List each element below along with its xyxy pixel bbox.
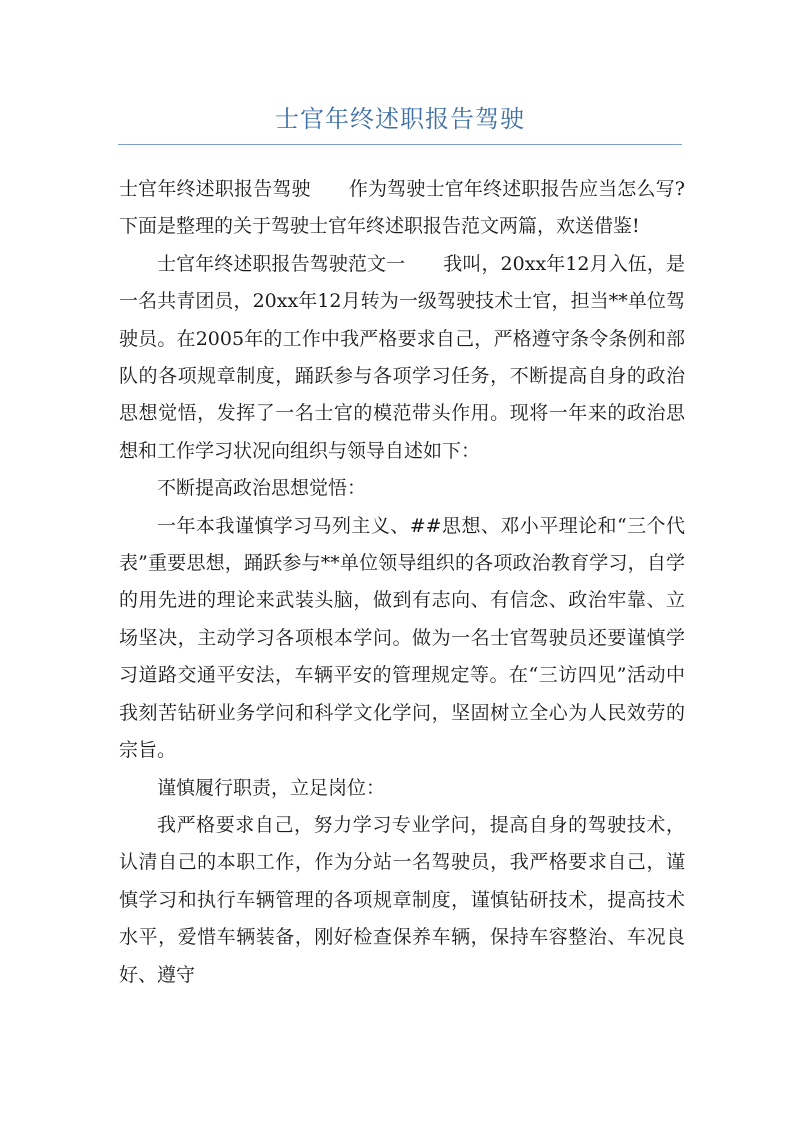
section-heading-duty: 谨慎履行职责，立足岗位： (157, 776, 386, 799)
sample-one-heading: 士官年终述职报告驾驶范文一 (157, 252, 406, 275)
intro-heading: 士官年终述职报告驾驶 (119, 178, 311, 200)
paragraph-intro (119, 171, 685, 246)
sample-one-text: 我叫，20xx年12月入伍，是一名共青团员，20xx年12月转为一级驾驶技术士官，担当**单位驾驶员。在2005年的工作中我严格要求自己，严格遵守条令条例和部队的各项规章制度，踊跃参与各项学习任务，不断提高自身的政治思想觉悟，发挥了一名士官的模范带头作用。现将一年来的政治思想和工作学习状况向组织与领导自述如下： (119, 252, 685, 462)
paragraph-political: 一年本我谨慎学习马列主义、##思想、邓小平理论和“三个代表”重要思想，踊跃参与**单位领导组织的各项政治教育学习，自学的用先进的理论来武装头脑，做到有志向、有信念、政治牢靠、立场坚决，主动学习各项根本学问。做为一名士官驾驶员还要谨慎学习道路交通平安法，车辆平安的管理规定等。在“三访四见”活动中我刻苦钻研业务学问和科学文化学问，坚固树立全心为人民效劳的宗旨。 (119, 514, 685, 762)
document-body (119, 171, 685, 994)
section-heading-political: 不断提高政治思想觉悟： (157, 477, 367, 500)
paragraph-sample-one (119, 246, 685, 470)
intro-text: 作为驾驶士官年终述职报告应当怎么写?下面是整理的关于驾驶士官年终述职报告范文两篇，欢送借鉴! (119, 178, 685, 238)
paragraph-duty: 我严格要求自己，努力学习专业学问，提高自身的驾驶技术，认清自己的本职工作，作为分站一名驾驶员，我严格要求自己，谨慎学习和执行车辆管理的各项规章制度，谨慎钻研技术，提高技术水平，爱惜车辆装备，刚好检查保养车辆，保持车容整治、车况良好、遵守 (119, 813, 685, 986)
document-title: 士官年终述职报告驾驶 (275, 105, 525, 133)
title-underline (118, 144, 682, 145)
